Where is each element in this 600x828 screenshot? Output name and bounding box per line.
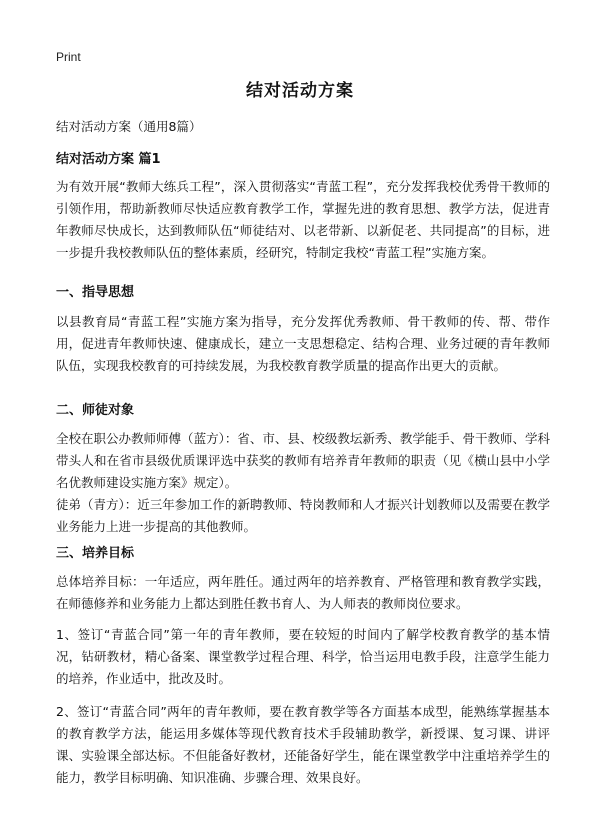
print-label: Print: [56, 50, 81, 64]
document-title: 结对活动方案: [246, 81, 354, 101]
article-heading: 结对活动方案 篇1: [56, 152, 161, 167]
section-heading-guiding-ideology: 一、指导思想: [56, 285, 135, 300]
document-subtitle: 结对活动方案（通用8篇）: [56, 119, 202, 134]
apprentice-paragraph: 徒弟（青方）：近三年参加工作的新聘教师、特岗教师和人才振兴计划教师以及需要在教学业务能力上进一步提高的其他教师。: [56, 497, 550, 534]
guiding-ideology-paragraph: 以县教育局“青蓝工程”实施方案为指导，充分发挥优秀教师、骨干教师的传、帮、带作用，促进青年教师快速、健康成长，建立一支思想稳定、结构合理、业务过硬的青年教师队伍，实现我校教育的可持续发展，为我校教育教学质量的提高作出更大的贡献。: [56, 314, 550, 373]
overall-goal-paragraph: 总体培养目标：一年适应，两年胜任。通过两年的培养教育、严格管理和教育教学实践，在师德修养和业务能力上都达到胜任教书育人、为人师表的教师岗位要求。: [56, 574, 550, 611]
section-heading-mentor-targets: 二、师徒对象: [56, 403, 135, 418]
first-year-goal-paragraph: 1、签订“青蓝合同”第一年的青年教师，要在较短的时间内了解学校教育教学的基本情况，钻研教材，精心备案、课堂教学过程合理、科学，恰当运用电教手段，注意学生能力的培养，作业适中，批改及时。: [56, 627, 550, 686]
mentor-paragraph: 全校在职公办教师师傅（蓝方）：省、市、县、校级教坛新秀、教学能手、骨干教师、学科带头人和在省市县级优质课评选中获奖的教师有培养青年教师的职责（见《横山县中小学名优教师建设实施方案》规定）。: [56, 431, 550, 490]
section-heading-training-goals: 三、培养目标: [56, 546, 135, 561]
second-year-goal-paragraph: 2、签订“青蓝合同”两年的青年教师，要在教育教学等各方面基本成型，能熟练掌握基本的教育教学方法，能运用多媒体等现代教育技术手段辅助教学，新授课、复习课、讲评课、实验课全部达标。不但能备好教材，还能备好学生，能在课堂教学中注重培养学生的能力，教学目标明确、知识准确、步骤合理、效果良好。: [56, 704, 550, 785]
intro-paragraph: 为有效开展“教师大练兵工程”，深入贯彻落实“青蓝工程”，充分发挥我校优秀骨干教师的引领作用，帮助新教师尽快适应教育教学工作，掌握先进的教育思想、教学方法，促进青年教师尽快成长，达到教师队伍“师徒结对、以老带新、以新促老、共同提高”的目标，进一步提升我校教师队伍的整体素质，经研究，特制定我校“青蓝工程”实施方案。: [56, 179, 550, 260]
